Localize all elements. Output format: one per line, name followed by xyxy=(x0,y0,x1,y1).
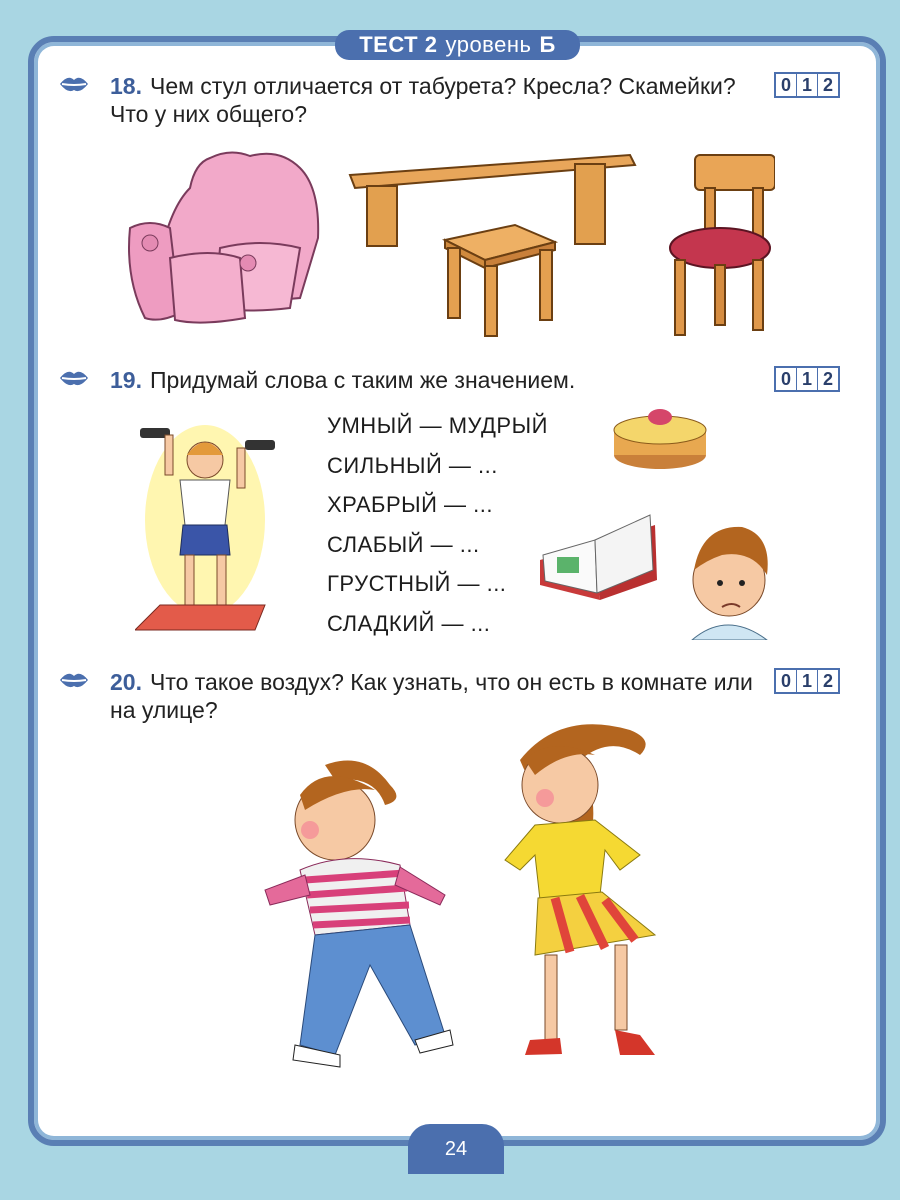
score-0[interactable]: 0 xyxy=(776,368,797,390)
score-box[interactable] xyxy=(774,72,840,98)
question-text: Придумай слова с таким же значением. xyxy=(149,367,576,393)
question-text: Чем стул отличается от табурета? Кресла? Скамейки? Что у них общего? xyxy=(110,73,736,127)
book-illustration xyxy=(535,505,660,605)
boy-walking-illustration xyxy=(255,755,460,1075)
score-2[interactable]: 2 xyxy=(818,670,838,692)
lips-icon xyxy=(58,368,90,388)
word-pair: СЛАБЫЙ — ... xyxy=(327,531,480,557)
question-18 xyxy=(62,72,840,128)
stool-illustration xyxy=(440,220,560,340)
word-pair: СЛАДКИЙ — ... xyxy=(327,610,491,636)
score-0[interactable]: 0 xyxy=(776,74,797,96)
score-1[interactable]: 1 xyxy=(797,670,818,692)
question-number: 18. xyxy=(110,73,142,99)
score-0[interactable]: 0 xyxy=(776,670,797,692)
score-box[interactable] xyxy=(774,668,840,694)
score-2[interactable]: 2 xyxy=(818,368,838,390)
page-number: 24 xyxy=(408,1124,504,1174)
girl-walking-illustration xyxy=(480,720,670,1070)
armchair-illustration xyxy=(120,148,335,328)
question-number: 19. xyxy=(110,367,142,393)
word-pair: ХРАБРЫЙ — ... xyxy=(327,492,494,517)
test-title: ТЕСТ 2 xyxy=(359,32,438,57)
question-19 xyxy=(62,366,840,394)
question-text: Что такое воздух? Как узнать, что он есть в комнате или на улице? xyxy=(110,669,753,723)
synonym-list xyxy=(327,406,548,643)
cake-illustration xyxy=(610,405,710,470)
score-box[interactable] xyxy=(774,366,840,392)
score-1[interactable]: 1 xyxy=(797,74,818,96)
sad-boy-illustration xyxy=(682,515,772,640)
boy-dumbbells-illustration xyxy=(135,410,275,635)
lips-icon xyxy=(58,670,90,690)
score-2[interactable]: 2 xyxy=(818,74,838,96)
question-20 xyxy=(62,668,840,724)
word-pair: СИЛЬНЫЙ — ... xyxy=(327,452,498,478)
level-word: уровень xyxy=(445,32,532,57)
test-header xyxy=(335,30,580,60)
question-number: 20. xyxy=(110,669,142,695)
lips-icon xyxy=(58,74,90,94)
level-letter: Б xyxy=(539,32,556,57)
score-1[interactable]: 1 xyxy=(797,368,818,390)
chair-illustration xyxy=(665,150,775,340)
word-pair: УМНЫЙ — МУДРЫЙ xyxy=(327,413,548,438)
word-pair: ГРУСТНЫЙ — ... xyxy=(327,571,507,596)
